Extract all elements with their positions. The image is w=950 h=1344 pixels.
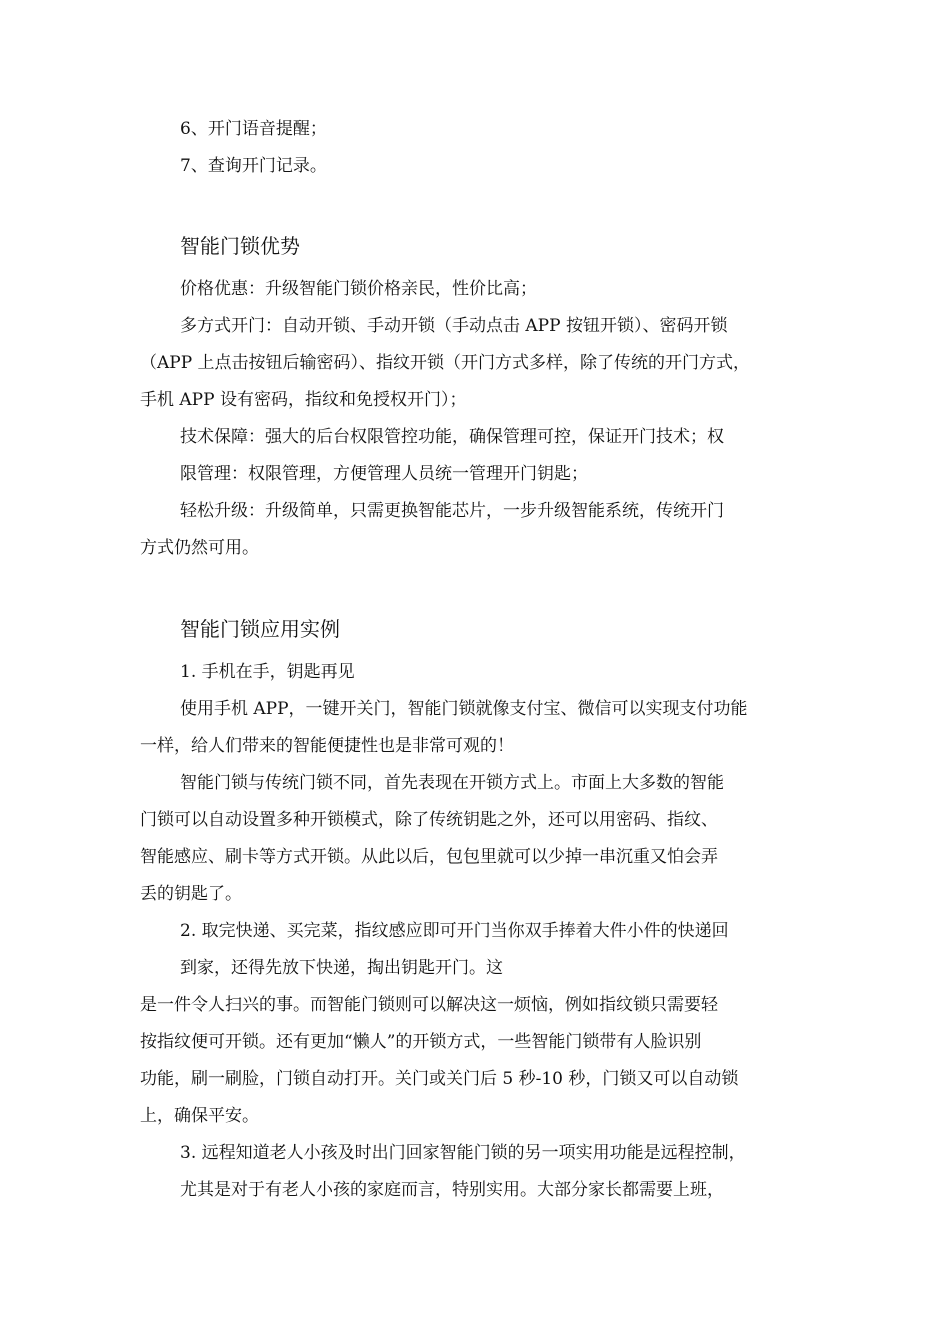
- text-line: 智能感应、刷卡等方式开锁。从此以后，包包里就可以少掉一串沉重又怕会弄: [140, 847, 718, 867]
- text-line: 方式仍然可用。: [140, 538, 259, 558]
- text-line: 门锁可以自动设置多种开锁模式，除了传统钥匙之外，还可以用密码、指纹、: [140, 810, 718, 830]
- text-line: 1. 手机在手，钥匙再见: [180, 662, 355, 682]
- text-line: 手机 APP 设有密码，指纹和免授权开门）；: [140, 390, 467, 410]
- text-line: 6、开门语音提醒；: [180, 119, 327, 139]
- text-line: 使用手机 APP，一键开关门，智能门锁就像支付宝、微信可以实现支付功能: [180, 699, 748, 719]
- text-line: 智能门锁与传统门锁不同，首先表现在开锁方式上。市面上大多数的智能: [180, 773, 724, 793]
- text-line: 限管理：权限管理，方便管理人员统一管理开门钥匙；: [180, 464, 588, 484]
- text-line: 一样，给人们带来的智能便捷性也是非常可观的！: [140, 736, 514, 756]
- text-line: 多方式开门：自动开锁、手动开锁（手动点击 APP 按钮开锁）、密码开锁: [180, 316, 728, 336]
- text-line: 功能，刷一刷脸，门锁自动打开。关门或关门后 5 秒-10 秒，门锁又可以自动锁: [140, 1069, 739, 1089]
- text-line: 轻松升级：升级简单，只需更换智能芯片，一步升级智能系统，传统开门: [180, 501, 724, 521]
- text-line: （APP 上点击按钮后输密码）、指纹开锁（开门方式多样，除了传统的开门方式，: [140, 353, 751, 373]
- text-line: 7、查询开门记录。: [180, 156, 327, 176]
- text-line: 按指纹便可开锁。还有更加“懒人”的开锁方式，一些智能门锁带有人脸识别: [140, 1032, 702, 1052]
- text-line: 价格优惠：升级智能门锁价格亲民，性价比高；: [180, 279, 537, 299]
- section-heading: 智能门锁优势: [180, 234, 300, 258]
- text-line: 是一件令人扫兴的事。而智能门锁则可以解决这一烦恼，例如指纹锁只需要轻: [140, 995, 718, 1015]
- text-line: 丢的钥匙了。: [140, 884, 242, 904]
- section-heading: 智能门锁应用实例: [180, 617, 340, 641]
- text-line: 2. 取完快递、买完菜，指纹感应即可开门当你双手捧着大件小件的快递回: [180, 921, 729, 941]
- text-line: 上，确保平安。: [140, 1106, 259, 1126]
- text-line: 3. 远程知道老人小孩及时出门回家智能门锁的另一项实用功能是远程控制，: [180, 1143, 746, 1163]
- text-line: 技术保障：强大的后台权限管控功能，确保管理可控，保证开门技术；权: [180, 427, 724, 447]
- text-line: 尤其是对于有老人小孩的家庭而言，特别实用。大部分家长都需要上班，: [180, 1180, 724, 1200]
- text-line: 到家，还得先放下快递，掏出钥匙开门。这: [180, 958, 503, 978]
